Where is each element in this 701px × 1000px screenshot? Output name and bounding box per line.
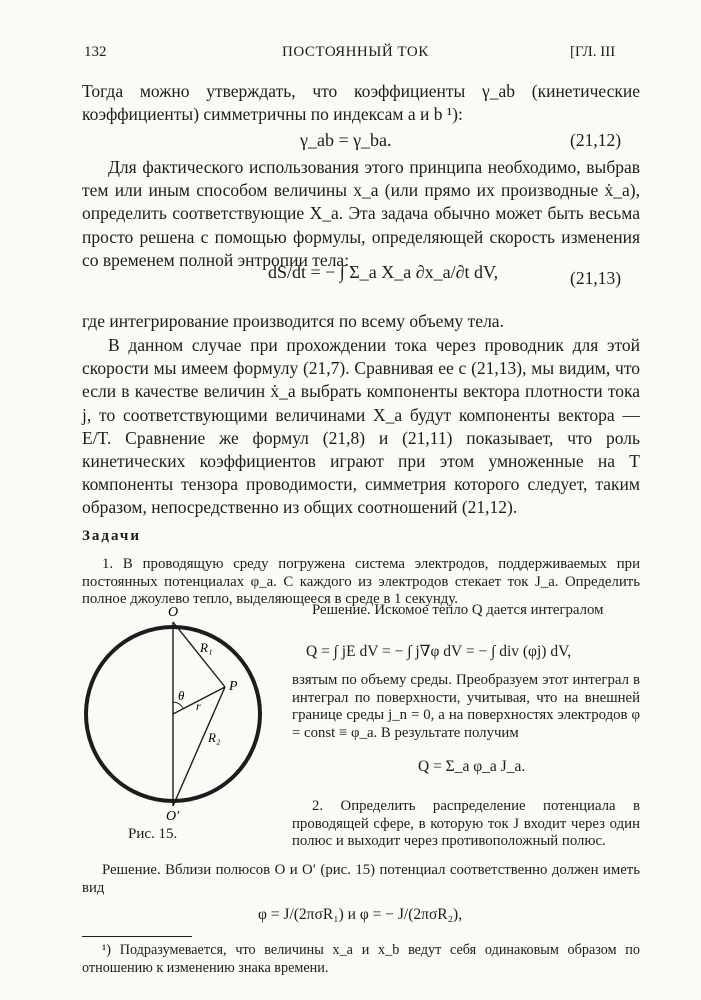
paragraph-1-text: Тогда можно утверждать, что коэффициенты γ_ab (кинетические коэффициенты) симметричны по индексам a и b ¹): — [82, 81, 640, 125]
equation-21-12 — [300, 130, 392, 151]
footnote-text: ¹) Подразумевается, что величины x_a и x_b ведут себя одинаковым образом по отношению к изменению знака времени. — [82, 942, 640, 976]
label-theta: θ — [178, 688, 185, 703]
equation-21-13-body: dS/dt = − ∫ Σ_a X_a ∂x_a/∂t dV, — [268, 262, 499, 282]
label-O-prime: O′ — [166, 809, 180, 822]
paragraph-4 — [82, 334, 640, 520]
footnote-rule — [82, 936, 192, 937]
paragraph-3-text: где интегрирование производится по всему объему тела. — [82, 311, 504, 331]
label-R1: R₁ — [200, 640, 213, 655]
equation-21-13-number: (21,13) — [570, 268, 622, 288]
paragraph-2-text: Для фактического использования этого принципа необходимо, выбрав тем или иным способом величины x_a (или прямо их производные ẋ_a), определить соответствующие X_a. Эта задача обычно может быть весьма просто решена с помощью формулы, определяющей скорость изменения со временем полной энтропии тела: — [82, 157, 640, 270]
solution-2-text: Решение. Вблизи полюсов O и O′ (рис. 15) потенциал соответственно должен иметь вид — [82, 862, 640, 896]
equation-Q-sum — [418, 758, 525, 776]
equation-21-12-number: (21,12) — [570, 130, 622, 150]
page-number: 132 — [84, 44, 107, 60]
running-title: ПОСТОЯННЫЙ ТОК — [282, 44, 429, 60]
equation-phi-body: φ = J/(2πσR₁) и φ = − J/(2πσR₂), — [258, 906, 463, 923]
equation-21-13 — [268, 262, 498, 283]
paragraph-4-text: В данном случае при прохождении тока через проводник для этой скорости мы имеем формулу (21,7). Сравнивая ее с (21,13), мы видим, что если в качестве величин ẋ_a выбрать компоненты вектора плотности тока j, то соответствующими величинами X_a будут компоненты вектора —E/T. Сравнение же формул (21,8) и (21,11) показывает, что роль кинетических коэффициентов играют при этом умноженные на T компоненты тензора проводимости, симметрия которого следует, таким образом, непосредственно из общих соотношений (21,12). — [82, 335, 640, 518]
paragraph-2 — [82, 156, 640, 272]
paragraph-3 — [82, 310, 640, 333]
solution-1-intro-text: Решение. Искомое тепло Q дается интегралом — [312, 602, 604, 618]
equation-Q-integral-body: Q = ∫ jE dV = − ∫ j∇φ dV = − ∫ div (φj) dV, — [306, 643, 572, 660]
problem-1-text: 1. В проводящую среду погружена система электродов, поддерживаемых при постоянных потенциалах φ_a. С каждого из электродов стекает ток J_a. Определить полное джоулево тепло, выделяющееся в среде в 1 секунду. — [82, 556, 640, 608]
label-P: P — [229, 679, 238, 694]
problems-heading: Задачи — [82, 528, 142, 544]
problem-2-text: 2. Определить распределение потенциала в проводящей сфере, в которую ток J входит через один полюс и выходит через противоположный полюс. — [292, 798, 640, 850]
solution-1-body-text: взятым по объему среды. Преобразуем этот интеграл в интеграл по поверхности, учитывая, что на внешней границе среды j_n = 0, а на поверхностях электродов φ = const ≡ φ_a. В результате получим — [292, 672, 640, 741]
equation-Q-sum-body: Q = Σ_a φ_a J_a. — [418, 758, 526, 775]
figure-caption: Рис. 15. — [128, 826, 178, 842]
figure-15 — [82, 602, 268, 822]
problem-2 — [292, 798, 640, 851]
solution-1-intro — [292, 602, 640, 620]
equation-21-12-body: γ_ab = γ_ba. — [300, 130, 392, 150]
chapter-label: [ГЛ. III — [570, 44, 616, 60]
equation-Q-integral — [306, 642, 571, 661]
label-R2: R₂ — [208, 730, 221, 745]
label-r: r — [196, 699, 201, 713]
label-O: O — [168, 605, 179, 620]
solution-2 — [82, 862, 640, 897]
problem-1 — [82, 556, 640, 609]
footnote — [82, 942, 640, 977]
paragraph-1 — [82, 80, 640, 126]
equation-phi — [258, 906, 462, 924]
solution-1-body — [292, 672, 640, 742]
